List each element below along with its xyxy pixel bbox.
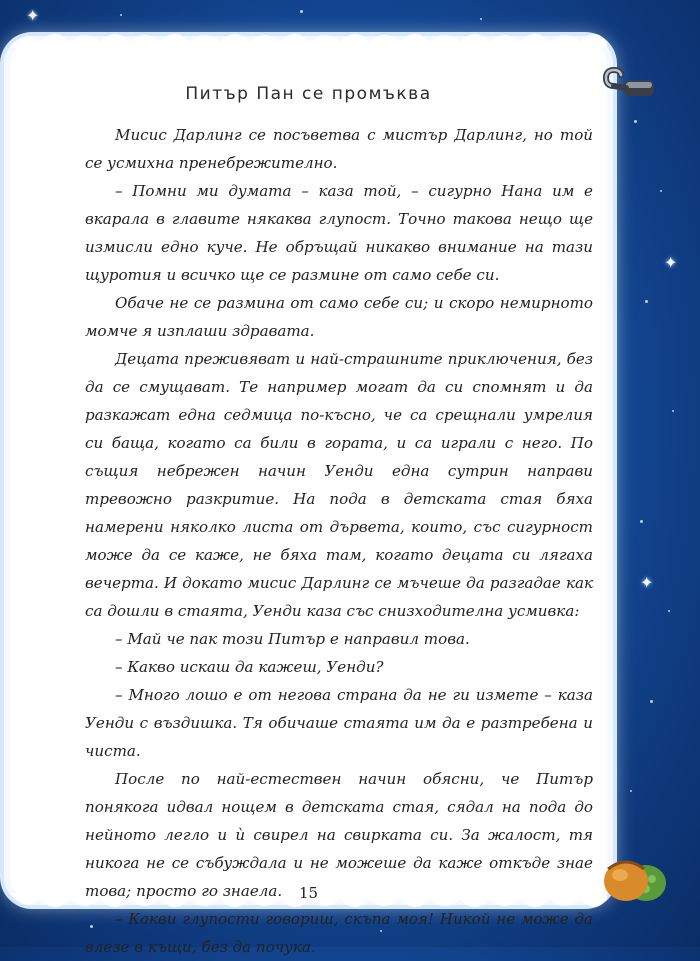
paragraph: Мисис Дарлинг се посъветва с мистър Дарлинг, но той се усмихна пренебрежително. (85, 126, 593, 172)
hook-icon (600, 64, 662, 104)
paragraph: – Какво искаш да кажеш, Уенди? (115, 658, 384, 676)
page-number: 15 (298, 884, 319, 902)
paragraph: – Май че пак този Питър е направил това. (115, 630, 470, 648)
paragraph: – Много лошо е от негова страна да не ги измете – каза Уенди с въздишка. Тя обичаше стаята им да е разтребена и чиста. (85, 686, 593, 760)
star-icon: ✦ (664, 253, 678, 272)
book-page (10, 42, 607, 956)
paragraph: – Какви глупости говориш, скъпа моя! Никой не може да влезе в къщи, без да почука. (85, 910, 593, 956)
paragraph: После по най-естествен начин обясни, че Питър понякога идвал нощем в детската стая, сядал на пода до нейното легло и ѝ свирел на свирката си. За жалост, тя никога не се събуждала и не можеше да каже откъде знае това; просто го знаела. (85, 770, 593, 900)
chapter-title: Питър Пан се промъква (185, 84, 432, 104)
paragraph: – Помни ми думата – каза той, – сигурно Нана им е вкарала в главите някаква глупост. Точно такова нещо ще измисли едно куче. Не обръщай никакво внимание на тази щуротия и всичко ще се размине от само себе си. (85, 182, 593, 284)
paragraph: Децата преживяват и най-страшните приключения, без да се смущават. Те например могат да си спомнят и да разкажат една седмица по-късно, че са срещнали умрелия си баща, когато са били в гората, и са играли с него. По същия небрежен начин Уенди една сутрин направи тревожно разкритие. На пода в детската стая бяха намерени няколко листа от дървета, които, със сигурност може да се каже, не бяха там, когато децата си лягаха вечерта. И докато мисис Дарлинг се мъчеше да разгадае как са дошли в стаята, Уенди каза със снизходителна усмивка: (85, 350, 593, 620)
star-icon: ✦ (640, 573, 654, 592)
body-text (85, 121, 593, 961)
star-icon: ✦ (26, 6, 40, 25)
acorn-icon (596, 845, 672, 907)
paragraph: Обаче не се размина от само себе си; и скоро немирното момче я изплаши здравата. (85, 294, 593, 340)
cloud-border-top (10, 28, 607, 48)
